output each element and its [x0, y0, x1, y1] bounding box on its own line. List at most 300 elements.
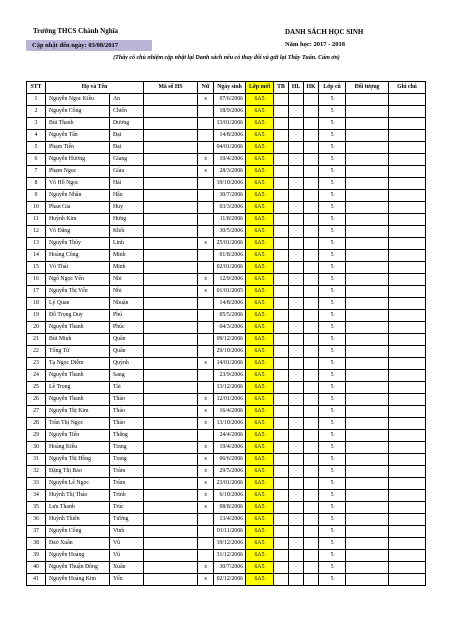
cell-category: [346, 334, 389, 346]
cell-given-name: Quỳnh: [110, 358, 144, 370]
table-row: [27, 418, 426, 430]
cell-hl: [289, 250, 304, 262]
cell-notes: [389, 274, 426, 286]
table-row: [27, 298, 426, 310]
cell-student-id: [144, 250, 198, 262]
cell-hk: [304, 442, 319, 454]
cell-student-id: [144, 262, 198, 274]
cell-birthdate: 14/8/2006: [214, 298, 246, 310]
cell-birthdate: 02/01/2006: [214, 262, 246, 274]
cell-category: [346, 118, 389, 130]
cell-old-class: 5: [319, 562, 346, 574]
cell-surname: Nguyễn Nhân: [46, 190, 110, 202]
cell-female: x: [198, 406, 214, 418]
cell-given-name: Giàu: [110, 166, 144, 178]
cell-hk: [304, 406, 319, 418]
cell-given-name: Minh: [110, 262, 144, 274]
cell-female: [198, 310, 214, 322]
cell-female: x: [198, 562, 214, 574]
cell-tb: [274, 274, 289, 286]
cell-category: [346, 346, 389, 358]
cell-birthdate: 02/12/2006: [214, 574, 246, 586]
cell-old-class: 5: [319, 430, 346, 442]
cell-student-id: [144, 490, 198, 502]
cell-hl: [289, 490, 304, 502]
cell-given-name: Thảo: [110, 394, 144, 406]
cell-hk: [304, 226, 319, 238]
cell-category: [346, 490, 389, 502]
cell-tb: [274, 178, 289, 190]
cell-new-class: 6A5: [246, 394, 274, 406]
cell-new-class: 6A5: [246, 142, 274, 154]
cell-notes: [389, 490, 426, 502]
cell-female: [198, 226, 214, 238]
cell-stt: 9: [27, 190, 46, 202]
cell-new-class: 6A5: [246, 130, 274, 142]
cell-old-class: 5: [319, 154, 346, 166]
cell-new-class: 6A5: [246, 166, 274, 178]
cell-hl: [289, 106, 304, 118]
cell-new-class: 6A5: [246, 382, 274, 394]
cell-category: [346, 550, 389, 562]
cell-notes: [389, 154, 426, 166]
cell-student-id: [144, 406, 198, 418]
cell-surname: Bùi Minh: [46, 334, 110, 346]
table-row: [27, 334, 426, 346]
cell-given-name: Vinh: [110, 526, 144, 538]
cell-birthdate: 19/12/2006: [214, 538, 246, 550]
cell-old-class: 5: [319, 442, 346, 454]
cell-category: [346, 502, 389, 514]
cell-given-name: Tường: [110, 514, 144, 526]
cell-birthdate: 01/01/2005: [214, 286, 246, 298]
cell-new-class: 6A5: [246, 274, 274, 286]
cell-hk: [304, 562, 319, 574]
cell-stt: 23: [27, 358, 46, 370]
cell-birthdate: 10/4/2006: [214, 154, 246, 166]
cell-old-class: 5: [319, 526, 346, 538]
cell-new-class: 6A5: [246, 322, 274, 334]
cell-student-id: [144, 274, 198, 286]
cell-given-name: Trang: [110, 442, 144, 454]
cell-new-class: 6A5: [246, 538, 274, 550]
cell-female: [198, 118, 214, 130]
cell-surname: Huỳnh Thị Thảo: [46, 490, 110, 502]
cell-hk: [304, 118, 319, 130]
header-name: Họ và Tên: [46, 82, 144, 94]
cell-student-id: [144, 502, 198, 514]
cell-given-name: Yến: [110, 574, 144, 586]
cell-tb: [274, 538, 289, 550]
cell-birthdate: 23/01/2006: [214, 478, 246, 490]
cell-given-name: Huy: [110, 202, 144, 214]
cell-old-class: 5: [319, 382, 346, 394]
cell-category: [346, 562, 389, 574]
cell-hl: [289, 142, 304, 154]
cell-female: x: [198, 274, 214, 286]
cell-notes: [389, 286, 426, 298]
cell-stt: 28: [27, 418, 46, 430]
cell-surname: Bùi Thanh: [46, 118, 110, 130]
cell-surname: Lê Trọng: [46, 382, 110, 394]
cell-new-class: 6A5: [246, 202, 274, 214]
cell-hl: [289, 466, 304, 478]
cell-category: [346, 466, 389, 478]
cell-student-id: [144, 466, 198, 478]
cell-category: [346, 142, 389, 154]
cell-new-class: 6A5: [246, 418, 274, 430]
cell-given-name: Phú: [110, 310, 144, 322]
cell-category: [346, 238, 389, 250]
cell-notes: [389, 358, 426, 370]
cell-hl: [289, 346, 304, 358]
cell-old-class: 5: [319, 478, 346, 490]
table-row: [27, 370, 426, 382]
cell-surname: Nguyễn Tấn: [46, 130, 110, 142]
cell-old-class: 5: [319, 226, 346, 238]
cell-surname: Huỳnh Kim: [46, 214, 110, 226]
cell-female: [198, 550, 214, 562]
cell-hl: [289, 502, 304, 514]
cell-notes: [389, 142, 426, 154]
instruction-note: (Thầy cô chủ nhiệm cập nhật lại Danh sách nếu có thay đổi và gửi lại Thầy Tuấn. Cám ơn): [113, 55, 340, 61]
cell-given-name: Hưng: [110, 214, 144, 226]
cell-old-class: 5: [319, 142, 346, 154]
table-row: [27, 382, 426, 394]
cell-birthdate: 14/8/2006: [214, 130, 246, 142]
cell-given-name: Trâm: [110, 478, 144, 490]
cell-female: [198, 334, 214, 346]
cell-hk: [304, 370, 319, 382]
cell-new-class: 6A5: [246, 226, 274, 238]
cell-birthdate: 25/01/2006: [214, 238, 246, 250]
cell-female: [198, 250, 214, 262]
cell-stt: 14: [27, 250, 46, 262]
cell-birthdate: 01/11/2006: [214, 526, 246, 538]
table-row: [27, 214, 426, 226]
cell-hl: [289, 550, 304, 562]
table-row: [27, 490, 426, 502]
cell-old-class: 5: [319, 394, 346, 406]
table-row: [27, 238, 426, 250]
cell-tb: [274, 574, 289, 586]
cell-category: [346, 202, 389, 214]
cell-surname: Nguyễn Thanh: [46, 370, 110, 382]
cell-surname: Nguyễn Lê Ngọc: [46, 478, 110, 490]
cell-hk: [304, 94, 319, 106]
cell-tb: [274, 238, 289, 250]
cell-birthdate: 6/10/2006: [214, 490, 246, 502]
cell-female: [198, 298, 214, 310]
cell-new-class: 6A5: [246, 106, 274, 118]
cell-tb: [274, 250, 289, 262]
cell-tb: [274, 94, 289, 106]
cell-female: x: [198, 490, 214, 502]
cell-hl: [289, 262, 304, 274]
cell-category: [346, 322, 389, 334]
cell-female: [198, 382, 214, 394]
cell-category: [346, 418, 389, 430]
cell-hk: [304, 106, 319, 118]
cell-female: [198, 514, 214, 526]
cell-notes: [389, 322, 426, 334]
cell-stt: 5: [27, 142, 46, 154]
cell-category: [346, 442, 389, 454]
cell-tb: [274, 394, 289, 406]
cell-tb: [274, 382, 289, 394]
cell-hl: [289, 238, 304, 250]
table-row: [27, 562, 426, 574]
table-row: [27, 226, 426, 238]
cell-surname: Đào Xuân: [46, 538, 110, 550]
cell-tb: [274, 442, 289, 454]
cell-category: [346, 406, 389, 418]
cell-old-class: 5: [319, 166, 346, 178]
cell-student-id: [144, 370, 198, 382]
cell-birthdate: 30/7/2006: [214, 190, 246, 202]
cell-hk: [304, 202, 319, 214]
cell-notes: [389, 238, 426, 250]
cell-tb: [274, 214, 289, 226]
cell-category: [346, 226, 389, 238]
cell-new-class: 6A5: [246, 262, 274, 274]
cell-female: x: [198, 502, 214, 514]
cell-student-id: [144, 214, 198, 226]
cell-new-class: 6A5: [246, 502, 274, 514]
cell-female: [198, 178, 214, 190]
cell-new-class: 6A5: [246, 562, 274, 574]
cell-female: x: [198, 442, 214, 454]
header-female: Nữ: [198, 82, 214, 94]
cell-old-class: 5: [319, 334, 346, 346]
cell-stt: 29: [27, 430, 46, 442]
cell-student-id: [144, 286, 198, 298]
table-row: [27, 358, 426, 370]
cell-category: [346, 358, 389, 370]
cell-stt: 24: [27, 370, 46, 382]
cell-old-class: 5: [319, 370, 346, 382]
cell-hl: [289, 322, 304, 334]
table-row: [27, 574, 426, 586]
cell-hk: [304, 538, 319, 550]
cell-new-class: 6A5: [246, 526, 274, 538]
cell-hk: [304, 166, 319, 178]
cell-surname: Nguyễn Thị Kim: [46, 406, 110, 418]
table-row: [27, 526, 426, 538]
cell-old-class: 5: [319, 502, 346, 514]
cell-old-class: 5: [319, 250, 346, 262]
cell-category: [346, 130, 389, 142]
cell-student-id: [144, 118, 198, 130]
cell-category: [346, 274, 389, 286]
cell-hl: [289, 406, 304, 418]
header-hl: HL: [289, 82, 304, 94]
cell-birthdate: 04/01/2006: [214, 142, 246, 154]
cell-category: [346, 382, 389, 394]
cell-stt: 39: [27, 550, 46, 562]
cell-old-class: 5: [319, 490, 346, 502]
cell-student-id: [144, 526, 198, 538]
table-row: [27, 406, 426, 418]
cell-old-class: 5: [319, 346, 346, 358]
cell-given-name: Linh: [110, 238, 144, 250]
cell-stt: 17: [27, 286, 46, 298]
header-old-class: Lớp cũ: [319, 82, 346, 94]
cell-surname: Đỗ Trọng Duy: [46, 310, 110, 322]
cell-female: x: [198, 286, 214, 298]
cell-notes: [389, 370, 426, 382]
cell-category: [346, 370, 389, 382]
cell-old-class: 5: [319, 286, 346, 298]
cell-category: [346, 250, 389, 262]
header-student-id: Mã số HS: [144, 82, 198, 94]
cell-female: x: [198, 418, 214, 430]
cell-hl: [289, 190, 304, 202]
table-row: [27, 130, 426, 142]
cell-student-id: [144, 442, 198, 454]
cell-student-id: [144, 550, 198, 562]
cell-female: x: [198, 478, 214, 490]
cell-birthdate: 08/8/2006: [214, 502, 246, 514]
cell-tb: [274, 130, 289, 142]
table-body: [27, 94, 426, 586]
cell-notes: [389, 550, 426, 562]
cell-tb: [274, 322, 289, 334]
cell-given-name: Minh: [110, 250, 144, 262]
cell-notes: [389, 562, 426, 574]
cell-tb: [274, 298, 289, 310]
cell-female: [198, 190, 214, 202]
cell-tb: [274, 550, 289, 562]
cell-surname: Nguyễn Ngọc Kiều: [46, 94, 110, 106]
cell-hl: [289, 538, 304, 550]
cell-tb: [274, 346, 289, 358]
cell-hk: [304, 250, 319, 262]
cell-stt: 22: [27, 346, 46, 358]
cell-surname: Nguyễn Hoàng: [46, 550, 110, 562]
cell-surname: Hoàng Kiều: [46, 442, 110, 454]
cell-hk: [304, 142, 319, 154]
cell-old-class: 5: [319, 178, 346, 190]
cell-category: [346, 106, 389, 118]
cell-birthdate: 19/10/2006: [214, 178, 246, 190]
cell-stt: 26: [27, 394, 46, 406]
cell-old-class: 5: [319, 574, 346, 586]
cell-given-name: Nhuận: [110, 298, 144, 310]
cell-given-name: An: [110, 94, 144, 106]
cell-tb: [274, 202, 289, 214]
cell-new-class: 6A5: [246, 178, 274, 190]
cell-given-name: Nhi: [110, 286, 144, 298]
cell-old-class: 5: [319, 358, 346, 370]
cell-category: [346, 214, 389, 226]
cell-student-id: [144, 562, 198, 574]
cell-stt: 40: [27, 562, 46, 574]
cell-notes: [389, 214, 426, 226]
cell-stt: 7: [27, 166, 46, 178]
header-tb: TB: [274, 82, 289, 94]
cell-category: [346, 310, 389, 322]
cell-surname: Nguyễn Hương: [46, 154, 110, 166]
cell-female: x: [198, 94, 214, 106]
cell-hk: [304, 262, 319, 274]
cell-stt: 32: [27, 466, 46, 478]
header-birthdate: Ngày sinh: [214, 82, 246, 94]
table-row: [27, 190, 426, 202]
cell-hk: [304, 478, 319, 490]
cell-birthdate: 31/12/2006: [214, 550, 246, 562]
table-row: [27, 550, 426, 562]
cell-category: [346, 478, 389, 490]
cell-new-class: 6A5: [246, 286, 274, 298]
cell-hl: [289, 298, 304, 310]
cell-birthdate: 16/4/2006: [214, 406, 246, 418]
cell-tb: [274, 226, 289, 238]
cell-birthdate: 06/6/2006: [214, 454, 246, 466]
cell-old-class: 5: [319, 190, 346, 202]
cell-new-class: 6A5: [246, 250, 274, 262]
cell-hk: [304, 466, 319, 478]
table-row: [27, 430, 426, 442]
cell-stt: 33: [27, 478, 46, 490]
cell-student-id: [144, 454, 198, 466]
table-row: [27, 106, 426, 118]
table-row: [27, 478, 426, 490]
header-hk: HK: [304, 82, 319, 94]
cell-student-id: [144, 538, 198, 550]
table-row: [27, 166, 426, 178]
cell-hl: [289, 94, 304, 106]
cell-old-class: 5: [319, 130, 346, 142]
cell-hk: [304, 238, 319, 250]
cell-category: [346, 286, 389, 298]
cell-surname: Nguyễn Thuận Đông: [46, 562, 110, 574]
cell-hk: [304, 430, 319, 442]
cell-given-name: Phúc: [110, 322, 144, 334]
cell-hk: [304, 418, 319, 430]
table-row: [27, 118, 426, 130]
cell-new-class: 6A5: [246, 490, 274, 502]
cell-tb: [274, 562, 289, 574]
cell-hl: [289, 154, 304, 166]
cell-hl: [289, 562, 304, 574]
cell-stt: 18: [27, 298, 46, 310]
cell-old-class: 5: [319, 298, 346, 310]
cell-birthdate: 28/3/2006: [214, 166, 246, 178]
cell-given-name: Hải: [110, 178, 144, 190]
table-row: [27, 154, 426, 166]
cell-stt: 16: [27, 274, 46, 286]
cell-stt: 11: [27, 214, 46, 226]
cell-given-name: Trinh: [110, 490, 144, 502]
cell-female: [198, 262, 214, 274]
cell-birthdate: 30/5/2006: [214, 226, 246, 238]
cell-old-class: 5: [319, 106, 346, 118]
cell-surname: Nguyễn Thùy: [46, 238, 110, 250]
cell-student-id: [144, 130, 198, 142]
header-category: Đối tượng: [346, 82, 389, 94]
cell-surname: Trần Thị Ngọc: [46, 418, 110, 430]
cell-student-id: [144, 202, 198, 214]
cell-hl: [289, 274, 304, 286]
cell-new-class: 6A5: [246, 334, 274, 346]
cell-surname: Nguyễn Thị Yến: [46, 286, 110, 298]
cell-surname: Huỳnh Thiên: [46, 514, 110, 526]
cell-given-name: Nhi: [110, 274, 144, 286]
cell-category: [346, 298, 389, 310]
cell-tb: [274, 286, 289, 298]
cell-given-name: Thảo: [110, 418, 144, 430]
